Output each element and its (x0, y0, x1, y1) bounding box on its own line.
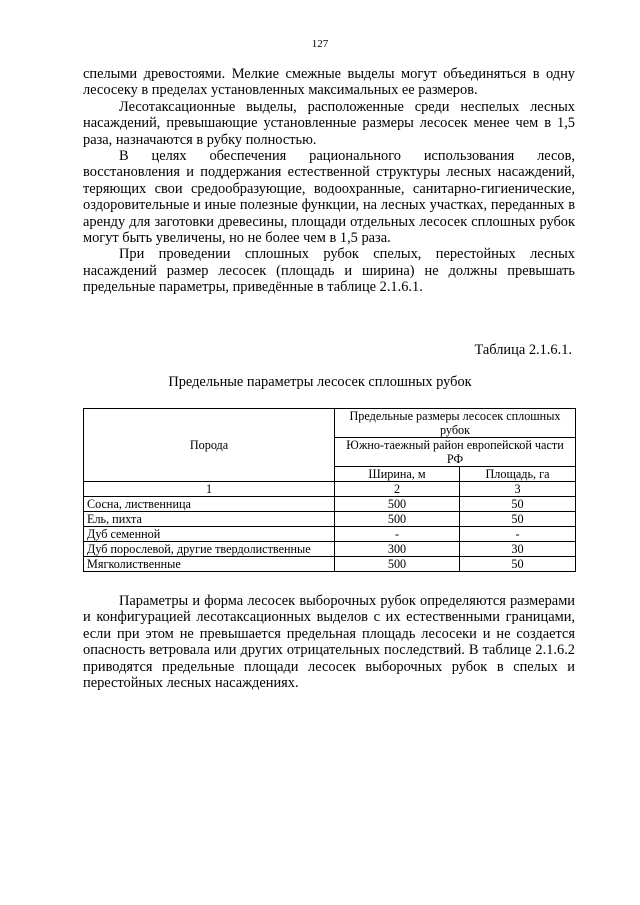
width-cell: 500 (335, 557, 460, 572)
column-number: 1 (84, 482, 335, 497)
column-numbers-row (84, 482, 576, 497)
table-row (84, 497, 576, 512)
limits-table (83, 408, 576, 572)
page-number: 127 (311, 38, 329, 50)
table-header-row (84, 409, 576, 438)
header-width: Ширина, м (335, 467, 460, 482)
width-cell: 500 (335, 512, 460, 527)
header-limits: Предельные размеры лесосек сплошных рубок (335, 409, 576, 438)
area-cell: 50 (460, 497, 576, 512)
column-number: 3 (460, 482, 576, 497)
species-cell: Сосна, лиственница (84, 497, 335, 512)
species-cell: Дуб порослевой, другие твердолиственные (84, 542, 335, 557)
table-row (84, 542, 576, 557)
area-cell: 50 (460, 557, 576, 572)
body-text-before-table (83, 66, 575, 296)
width-cell: 300 (335, 542, 460, 557)
species-cell: Мягколиственные (84, 557, 335, 572)
table-row (84, 557, 576, 572)
header-species: Порода (84, 409, 335, 482)
table-row (84, 527, 576, 542)
paragraph: В целях обеспечения рационального использования лесов, восстановления и поддержания естественной структуры лесных насаждений, теряющих свои средообразующие, водоохранные, санитарно-гигиенические, оздоровительные и иные полезные функции, на лесных участках, переданных в аренду для заготовки древесины, площади отдельных лесосек сплошных рубок могут быть увеличены, но не более чем в 1,5 раза. (83, 148, 575, 247)
area-cell: 50 (460, 512, 576, 527)
column-number: 2 (335, 482, 460, 497)
paragraph: Параметры и форма лесосек выборочных рубок определяются размерами и конфигурацией лесотаксационных выделов с их естественными границами, если при этом не превышается предельная площадь лесосеки и не создается опасность ветровала или других отрицательных последствий. В таблице 2.1.6.2 приводятся предельные площади лесосек выборочных рубок в спелых и перестойных лесных насаждениях. (83, 593, 575, 692)
table-row (84, 512, 576, 527)
table-caption: Таблица 2.1.6.1. (474, 342, 572, 358)
width-cell: 500 (335, 497, 460, 512)
width-cell: - (335, 527, 460, 542)
species-cell: Дуб семенной (84, 527, 335, 542)
paragraph: Лесотаксационные выделы, расположенные среди неспелых лесных насаждений, превышающие установленные размеры лесосек менее чем в 1,5 раза, назначаются в рубку полностью. (83, 98, 575, 148)
area-cell: - (460, 527, 576, 542)
body-text-after-table (83, 593, 575, 691)
species-cell: Ель, пихта (84, 512, 335, 527)
area-cell: 30 (460, 542, 576, 557)
header-area: Площадь, га (460, 467, 576, 482)
paragraph: При проведении сплошных рубок спелых, перестойных лесных насаждений размер лесосек (площадь и ширина) не должны превышать предельные параметры, приведённые в таблице 2.1.6.1. (83, 246, 575, 296)
header-region: Южно-таежный район европейской части РФ (335, 438, 576, 467)
table-title: Предельные параметры лесосек сплошных рубок (168, 374, 472, 390)
paragraph: спелыми древостоями. Мелкие смежные выделы могут объединяться в одну лесосеку в пределах установленных максимальных ее размеров. (83, 66, 575, 99)
